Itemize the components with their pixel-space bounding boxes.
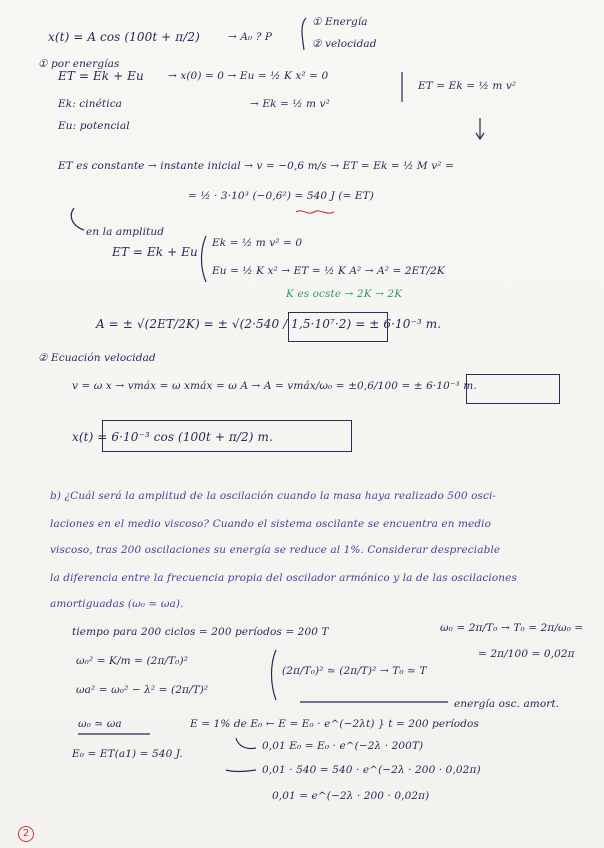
energy-kinetic-result: ET = Ek = ½ m v² [418,80,517,92]
value-underline-wave [296,211,334,213]
omegaa-squared: ωa² = ω₀² − λ² = (2π/T)² [76,684,209,696]
amplitude-result: A = ± √(2ET/2K) = ± √(2·540 / 1,5·10⁷·2) = ± 6·10⁻³ m. [96,317,442,331]
unknowns-note: → A₀ ? P [228,31,273,43]
time-200-cycles: tiempo para 200 ciclos = 200 períodos = 200 T [72,626,329,638]
potential-amplitude: Eu = ½ K x² → ET = ½ K A² → A² = 2ET/2K [212,265,445,277]
decay-step-3: 0,01 = e^(−2λ · 200 · 0,02π) [272,790,430,802]
period-formula: ω₀ = 2π/T₀ → T₀ = 2π/ω₀ = [440,622,584,634]
energy-potential-zero: → x(0) = 0 → Eu = ½ K x² = 0 [168,70,329,82]
equation-position: x(t) = A cos (100t + π/2) [48,30,200,44]
part-b-line-3: viscoso, tras 200 oscilaciones su energía se reduce al 1%. Considerar despreciable [50,544,501,556]
energy-value-line: = ½ · 3·10³ (−0,6²) = 540 J (= ET) [188,190,374,202]
final-equation: x(t) = 6·10⁻³ cos (100t + π/2) m. [72,430,273,444]
initial-energy: E₀ = ET(a1) = 540 J. [72,748,183,760]
section-energy-heading: ① por energías [38,58,120,70]
part-b-line-5: amortiguadas (ω₀ ≃ ωa). [50,598,184,610]
decay-arrow-2-icon [226,770,256,772]
amplitude-heading: en la amplitud [86,226,165,238]
energy-constant-line: ET es constante → instante inicial → v = −0,6 m/s → ET = Ek = ½ M v² = [58,160,454,172]
potential-label: Eu: potencial [58,120,130,132]
kinetic-formula: → Ek = ½ m v² [250,98,330,110]
energy-decay: E = 1% de E₀ ← E = E₀ · e^(−2λt) } t = 200 períodos [190,718,479,730]
velocity-derivation: v = ω x → vmáx = ω xmáx = ω A → A = vmáx/ω₀ = ±0,6/100 = ± 6·10⁻³ m. [72,380,477,392]
down-arrow-icon [476,118,484,139]
decay-step-2: 0,01 · 540 = 540 · e^(−2λ · 200 · 0,02π) [262,764,481,776]
period-value: = 2π/100 = 0,02π [478,648,575,660]
method-velocity: ② velocidad [312,38,377,50]
decay-step-1: 0,01 E₀ = E₀ · e^(−2λ · 200T) [262,740,424,752]
method-energy: ① Energía [312,16,368,28]
page-number-badge: 2 [18,826,34,842]
part-b-line-2: laciones en el medio viscoso? Cuando el sistema oscilante se encuentra en medio [50,518,492,530]
amplitude-brace [202,236,207,282]
section-velocity-heading: ② Ecuación velocidad [38,352,156,364]
part-b-line-4: la diferencia entre la frecuencia propia del oscilador armónico y la de las oscilaciones [50,572,517,584]
partb-brace [272,650,277,700]
header-bracket [302,18,306,50]
kinetic-zero: Ek = ½ m v² = 0 [212,237,303,249]
omega-equivalence: ω₀ ≃ ωa [78,718,122,730]
energy-sum: ET = Ek + Eu [112,245,198,259]
energy-total: ET = Ek + Eu [58,69,144,83]
curved-arrow-icon [71,208,84,230]
period-equivalence: (2π/T₀)² ≃ (2π/T)² → T₀ ≃ T [282,665,427,677]
kinetic-label: Ek: cinética [58,98,123,110]
damped-energy-label: energía osc. amort. [454,698,560,710]
omega0-squared: ω₀² = K/m = (2π/T₀)² [76,655,188,667]
part-b-line-1: b) ¿Cuál será la amplitud de la oscilación cuando la masa haya realizado 500 osci- [50,490,497,502]
decay-arrow-1-icon [236,738,256,749]
green-note: K es ocste → 2K → 2K [286,288,403,300]
